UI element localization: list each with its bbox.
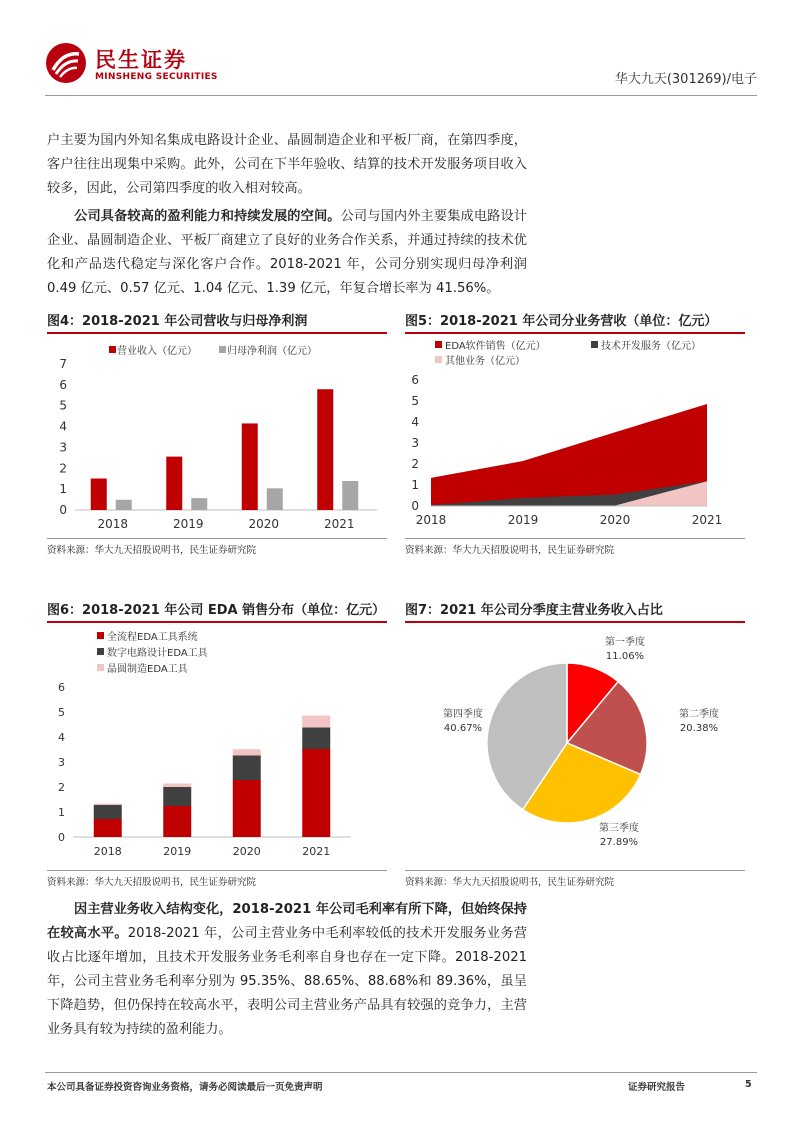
header-divider [45, 95, 757, 96]
fig5-legend-swatch [435, 341, 442, 348]
fig7-slice-value: 40.67% [443, 723, 483, 734]
fig6-y-tick-label: 3 [58, 756, 65, 769]
paragraph-3-lead: 因主营业务收入结构变化，2018-2021 年公司毛利率有所下降，但始终保持在较高水平。 [47, 902, 527, 941]
footer-report-type: 证券研究报告 [628, 1082, 686, 1093]
minsheng-logo-icon [45, 42, 87, 84]
fig6-y-tick-label: 6 [58, 681, 65, 694]
fig5-y-tick-label: 1 [411, 478, 419, 492]
fig6-y-tick-label: 1 [58, 806, 65, 819]
fig6-legend-label: 晶圆制造EDA工具 [107, 664, 188, 675]
fig6-bar-segment [233, 780, 261, 837]
fig6-y-tick-label: 5 [58, 706, 65, 719]
paragraph-1 [47, 129, 527, 201]
fig6-bar-segment [163, 787, 191, 806]
fig7-slice-value: 20.38% [679, 723, 719, 734]
fig4-source: 资料来源：华大九天招股说明书，民生证券研究院 [47, 538, 387, 554]
fig5-y-tick-label: 0 [411, 499, 419, 513]
page-number: 5 [745, 1079, 752, 1090]
fig7-slice-label: 第三季度 [599, 823, 639, 834]
page-header [45, 42, 757, 94]
fig5-y-tick-label: 4 [411, 415, 419, 429]
fig5-x-tick-label: 2020 [599, 513, 631, 527]
fig6-bar-segment [302, 716, 330, 728]
fig4-y-tick-label: 0 [59, 503, 67, 517]
fig4-y-tick-label: 4 [59, 419, 67, 434]
fig6-title: 图6：2018-2021 年公司 EDA 销售分布（单位：亿元） [47, 601, 387, 623]
footer-divider [45, 1072, 757, 1073]
paragraph-1-text: 户主要为国内外知名集成电路设计企业、晶圆制造企业和平板厂商，在第四季度，客户往往出现集中采购。此外，公司在下半年验收、结算的技术开发服务项目收入较多，因此，公司第四季度的收入相对较高。 [47, 133, 527, 196]
paragraph-2 [47, 205, 527, 301]
paragraph-3-text: 2018-2021 年，公司主营业务中毛利率较低的技术开发服务业务营收占比逐年增加，且技术开发服务业务毛利率自身也存在一定下降。2018-2021 年，公司主营业务毛利率分别为 95.35%、88.65%、88.68%和 89.36%，虽呈下降趋势，但仍保持在较高水平，表明公司主营业务产品具有较强的竞争力，主营业务具有较为持续的盈利能力。 [47, 926, 528, 1037]
fig4-y-tick-label: 7 [59, 357, 67, 371]
fig4-x-tick-label: 2021 [323, 517, 355, 531]
fig4-x-tick-label: 2018 [97, 517, 129, 531]
fig7-slice-value: 11.06% [605, 651, 645, 662]
fig7-slice-label: 第二季度 [679, 709, 719, 720]
fig7-slice-value: 27.89% [599, 837, 639, 848]
fig6-bar-segment [94, 805, 122, 819]
fig4-bar [166, 457, 182, 510]
fig4-legend-swatch [219, 346, 226, 353]
fig4-bar [91, 479, 107, 510]
fig7-slice-label: 第四季度 [443, 709, 483, 720]
fig6-source: 资料来源：华大九天招股说明书，民生证券研究院 [47, 870, 387, 886]
footer-disclaimer: 本公司具备证券投资咨询业务资格，请务必阅读最后一页免责声明 [47, 1082, 323, 1093]
fig4-bar [342, 481, 358, 510]
fig4-legend-label: 归母净利润（亿元） [227, 346, 317, 357]
fig5-x-tick-label: 2018 [415, 513, 447, 527]
fig7-source: 资料来源：华大九天招股说明书，民生证券研究院 [405, 870, 745, 886]
fig6-legend-label: 数字电路设计EDA工具 [107, 648, 208, 659]
fig6-y-tick-label: 0 [58, 831, 65, 844]
fig6-x-tick-label: 2019 [163, 845, 192, 858]
fig4-bar [317, 389, 333, 510]
fig4-x-tick-label: 2019 [172, 517, 204, 531]
fig4-y-tick-label: 1 [59, 482, 67, 497]
fig5-legend-swatch [591, 341, 598, 348]
fig7-title: 图7：2021 年公司分季度主营业务收入占比 [405, 601, 745, 623]
fig6-x-tick-label: 2021 [302, 845, 331, 858]
logo-text-en: MINSHENG SECURITIES [95, 72, 218, 82]
fig6-chart [47, 625, 387, 865]
fig6-legend-label: 全流程EDA工具系统 [107, 632, 198, 643]
fig5-legend-label: 技术开发服务（亿元） [601, 341, 701, 352]
fig4-legend-swatch [109, 346, 116, 353]
fig6-legend-swatch [97, 664, 104, 671]
fig4-bar [242, 423, 258, 510]
fig5-legend-swatch [435, 356, 442, 363]
fig6-bar-segment [94, 804, 122, 806]
fig4-title: 图4：2018-2021 年公司营收与归母净利润 [47, 312, 387, 334]
fig6-legend-swatch [97, 648, 104, 655]
fig5-y-tick-label: 6 [411, 373, 419, 387]
fig6-bar-segment [163, 806, 191, 837]
fig6-bar-segment [233, 756, 261, 781]
paragraph-3 [47, 898, 527, 1042]
fig6-x-tick-label: 2020 [232, 845, 261, 858]
fig7-slice-label: 第一季度 [605, 637, 645, 648]
fig4-y-tick-label: 6 [59, 377, 67, 392]
fig4-y-tick-label: 3 [59, 440, 67, 455]
paragraph-2-text: 公司与国内外主要集成电路设计企业、晶圆制造企业、平板厂商建立了良好的业务合作关系，并通过持续的技术优化和产品迭代稳定与深化客户合作。2018-2021 年，公司分别实现归母净利润 0.49 亿元、0.57 亿元、1.04 亿元、1.39 亿元，年复合增长率为 41.56%。 [47, 209, 528, 296]
fig5-x-tick-label: 2019 [507, 513, 539, 527]
fig5-legend-label: 其他业务（亿元） [445, 356, 525, 367]
fig6-bar-segment [94, 819, 122, 837]
fig5-chart [405, 336, 745, 536]
fig5-y-tick-label: 3 [411, 436, 419, 450]
fig6-x-tick-label: 2018 [93, 845, 122, 858]
fig6-bar-segment [163, 784, 191, 788]
fig5-source: 资料来源：华大九天招股说明书，民生证券研究院 [405, 538, 745, 554]
fig5-x-tick-label: 2021 [691, 513, 723, 527]
fig5-legend-label: EDA软件销售（亿元） [445, 341, 546, 352]
fig4-x-tick-label: 2020 [248, 517, 280, 531]
fig6-y-tick-label: 4 [58, 731, 65, 744]
logo-text-cn: 民生证券 [95, 48, 187, 72]
fig4-bar [267, 488, 283, 510]
fig5-title: 图5：2018-2021 年公司分业务营收（单位：亿元） [405, 312, 745, 334]
stock-tag: 华大九天(301269)/电子 [614, 72, 757, 87]
fig6-legend-swatch [97, 632, 104, 639]
fig6-y-tick-label: 2 [58, 781, 65, 794]
fig6-bar-segment [233, 749, 261, 755]
fig7-chart [405, 625, 745, 865]
fig4-y-tick-label: 5 [59, 398, 67, 413]
fig4-chart [47, 336, 387, 536]
fig6-bar-segment [302, 749, 330, 837]
fig4-bar [116, 500, 132, 510]
fig5-y-tick-label: 2 [411, 457, 419, 471]
paragraph-2-lead: 公司具备较高的盈利能力和持续发展的空间。 [74, 209, 341, 224]
fig4-y-tick-label: 2 [59, 461, 67, 476]
fig4-bar [191, 498, 207, 510]
fig5-y-tick-label: 5 [411, 394, 419, 408]
fig6-bar-segment [302, 728, 330, 750]
fig4-legend-label: 营业收入（亿元） [117, 346, 197, 357]
